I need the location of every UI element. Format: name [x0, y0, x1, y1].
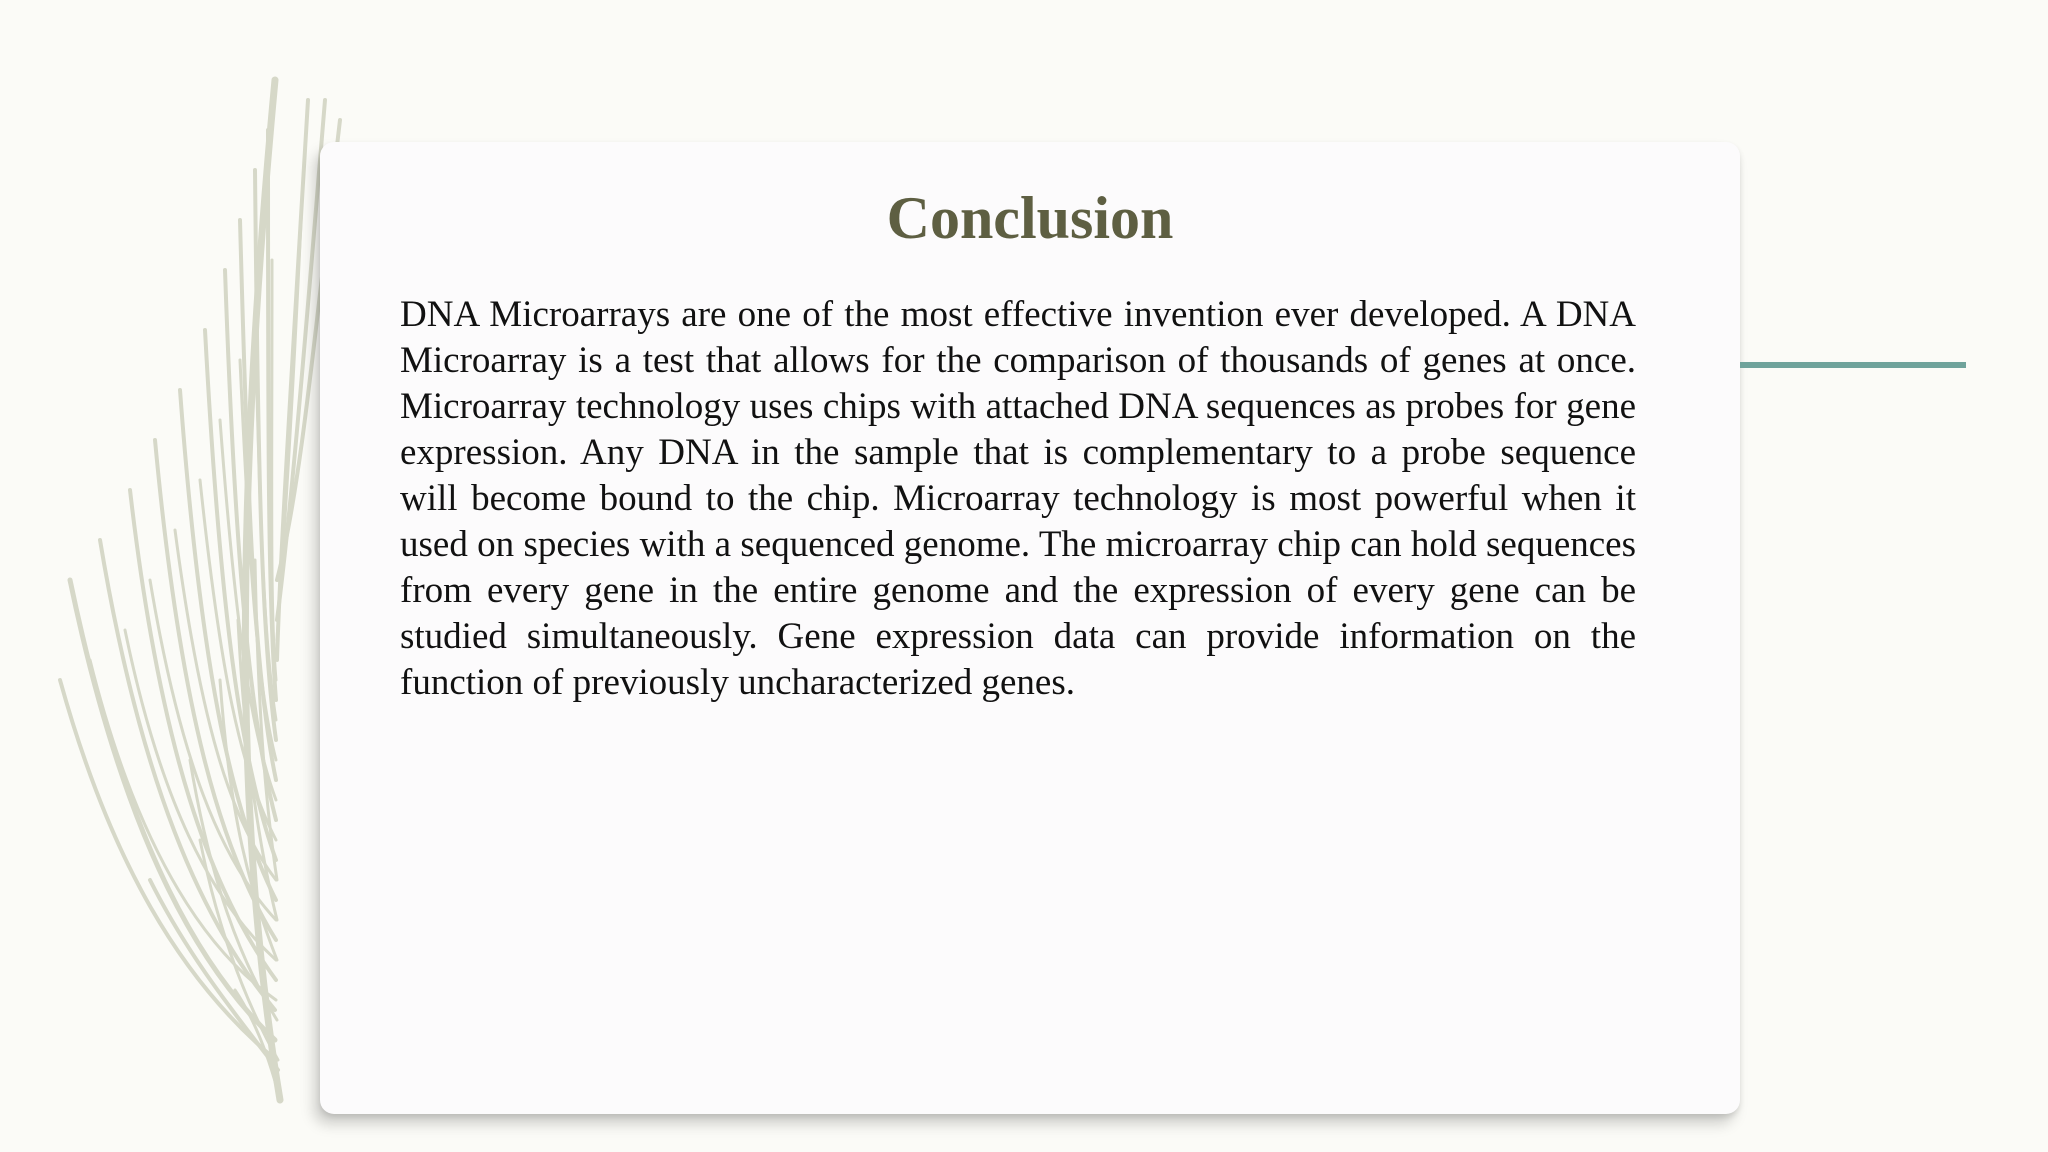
slide-body-text: DNA Microarrays are one of the most effective invention ever developed. A DNA Microarray is a test that allows for the comparison of thousands of genes at once. Microarray technology uses chips with attached DNA sequences as probes for gene expression. Any DNA in the sample that is complementary to a probe sequence will become bound to the chip. Microarray technology is most powerful when it used on species with a sequenced genome. The microarray chip can hold sequences from every gene in the entire genome and the expression of every gene can be studied simultaneously. Gene expression data can provide information on the function of previously uncharacterized genes. — [400, 294, 1636, 703]
content-card — [320, 142, 1740, 1114]
accent-line — [1740, 362, 1966, 368]
slide-title: Conclusion — [886, 185, 1174, 251]
